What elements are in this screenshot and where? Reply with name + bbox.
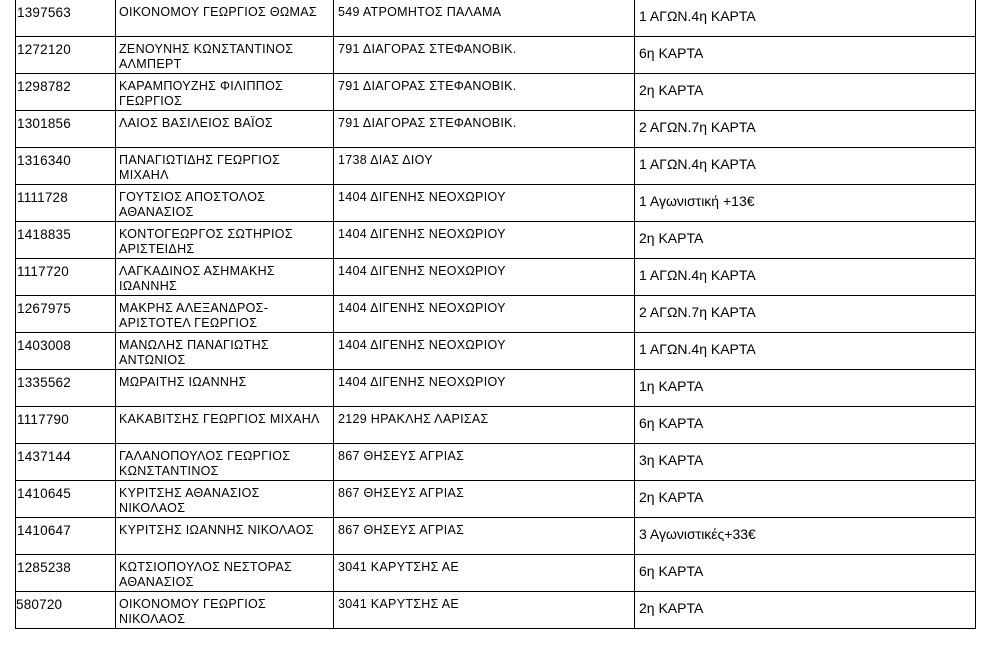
player-id: 1117720 [17, 264, 69, 279]
club-cell [334, 370, 635, 407]
club-name: 1738 ΔΙΑΣ ΔΙΟΥ [338, 153, 433, 167]
penalty-text: 1 ΑΓΩΝ.4η ΚΑΡΤΑ [639, 156, 756, 172]
player-name-cell [116, 148, 334, 185]
table-row [16, 74, 976, 111]
player-name: ΓΑΛΑΝΟΠΟΥΛΟΣ ΓΕΩΡΓΙΟΣ ΚΩΝΣΤΑΝΤΙΝΟΣ [119, 449, 291, 478]
penalty-cell [635, 259, 976, 296]
table-row [16, 148, 976, 185]
penalty-text: 6η ΚΑΡΤΑ [639, 563, 704, 579]
player-name: ΜΑΚΡΗΣ ΑΛΕΞΑΝΔΡΟΣ- ΑΡΙΣΤΟΤΕΛ ΓΕΩΡΓΙΟΣ [119, 301, 269, 330]
club-name: 867 ΘΗΣΕΥΣ ΑΓΡΙΑΣ [338, 486, 465, 500]
table-row [16, 259, 976, 296]
table-row [16, 0, 976, 37]
player-id-cell [16, 74, 116, 111]
club-cell [334, 0, 635, 37]
penalty-text: 2 ΑΓΩΝ.7η ΚΑΡΤΑ [639, 119, 756, 135]
player-id: 1117790 [17, 412, 69, 427]
penalty-cell [635, 555, 976, 592]
club-name: 1404 ΔΙΓΕΝΗΣ ΝΕΟΧΩΡΙΟΥ [338, 301, 506, 315]
table-row [16, 444, 976, 481]
player-name-cell [116, 592, 334, 629]
player-name: ΛΑΓΚΑΔΙΝΟΣ ΑΣΗΜΑΚΗΣ ΙΩΑΝΝΗΣ [119, 264, 275, 293]
penalty-text: 1η ΚΑΡΤΑ [639, 378, 704, 394]
player-id-cell [16, 333, 116, 370]
player-id-cell [16, 111, 116, 148]
player-name: ΠΑΝΑΓΙΩΤΙΔΗΣ ΓΕΩΡΓΙΟΣ ΜΙΧΑΗΛ [119, 153, 281, 182]
table-row [16, 296, 976, 333]
penalty-text: 1 ΑΓΩΝ.4η ΚΑΡΤΑ [639, 8, 756, 24]
player-id-cell [16, 370, 116, 407]
penalty-text: 6η ΚΑΡΤΑ [639, 45, 704, 61]
club-cell [334, 74, 635, 111]
player-name: ΚΩΤΣΙΟΠΟΥΛΟΣ ΝΕΣΤΟΡΑΣ ΑΘΑΝΑΣΙΟΣ [119, 560, 293, 589]
table-row [16, 592, 976, 629]
penalty-cell [635, 481, 976, 518]
player-name: ΚΑΚΑΒΙΤΣΗΣ ΓΕΩΡΓΙΟΣ ΜΙΧΑΗΛ [119, 412, 320, 426]
penalty-text: 2 ΑΓΩΝ.7η ΚΑΡΤΑ [639, 304, 756, 320]
player-id-cell [16, 148, 116, 185]
club-cell [334, 148, 635, 185]
club-name: 867 ΘΗΣΕΥΣ ΑΓΡΙΑΣ [338, 449, 465, 463]
penalty-cell [635, 370, 976, 407]
penalties-table [15, 0, 976, 629]
player-id-cell [16, 481, 116, 518]
table-row [16, 222, 976, 259]
player-name: ΖΕΝΟΥΝΗΣ ΚΩΝΣΤΑΝΤΙΝΟΣ ΑΛΜΠΕΡΤ [119, 42, 294, 71]
table-row [16, 407, 976, 444]
penalty-text: 2η ΚΑΡΤΑ [639, 600, 704, 616]
penalty-cell [635, 148, 976, 185]
club-name: 1404 ΔΙΓΕΝΗΣ ΝΕΟΧΩΡΙΟΥ [338, 190, 506, 204]
player-id: 1111728 [17, 190, 68, 205]
club-name: 791 ΔΙΑΓΟΡΑΣ ΣΤΕΦΑΝΟΒΙΚ. [338, 116, 517, 130]
table-row [16, 370, 976, 407]
penalty-cell [635, 74, 976, 111]
penalty-text: 1 Αγωνιστική +13€ [639, 193, 755, 209]
penalty-cell [635, 407, 976, 444]
player-name-cell [116, 555, 334, 592]
club-cell [334, 185, 635, 222]
penalty-cell [635, 222, 976, 259]
player-name-cell [116, 185, 334, 222]
table-row [16, 481, 976, 518]
player-id-cell [16, 185, 116, 222]
player-name-cell [116, 481, 334, 518]
club-cell [334, 407, 635, 444]
club-cell [334, 592, 635, 629]
player-id-cell [16, 296, 116, 333]
penalty-cell [635, 333, 976, 370]
club-name: 1404 ΔΙΓΕΝΗΣ ΝΕΟΧΩΡΙΟΥ [338, 227, 506, 241]
player-name: ΟΙΚΟΝΟΜΟΥ ΓΕΩΡΓΙΟΣ ΘΩΜΑΣ [119, 5, 317, 19]
club-name: 791 ΔΙΑΓΟΡΑΣ ΣΤΕΦΑΝΟΒΙΚ. [338, 79, 517, 93]
penalties-document [15, 0, 975, 629]
player-name-cell [116, 37, 334, 74]
club-name: 867 ΘΗΣΕΥΣ ΑΓΡΙΑΣ [338, 523, 465, 537]
player-name: ΓΟΥΤΣΙΟΣ ΑΠΟΣΤΟΛΟΣ ΑΘΑΝΑΣΙΟΣ [119, 190, 266, 219]
club-name: 791 ΔΙΑΓΟΡΑΣ ΣΤΕΦΑΝΟΒΙΚ. [338, 42, 517, 56]
table-body [16, 0, 976, 629]
club-name: 3041 ΚΑΡΥΤΣΗΣ ΑΕ [338, 560, 460, 574]
player-name: ΟΙΚΟΝΟΜΟΥ ΓΕΩΡΓΙΟΣ ΝΙΚΟΛΑΟΣ [119, 597, 267, 626]
penalty-text: 2η ΚΑΡΤΑ [639, 82, 704, 98]
penalty-text: 1 ΑΓΩΝ.4η ΚΑΡΤΑ [639, 267, 756, 283]
player-id-cell [16, 518, 116, 555]
penalty-cell [635, 0, 976, 37]
player-name: ΚΥΡΙΤΣΗΣ ΑΘΑΝΑΣΙΟΣ ΝΙΚΟΛΑΟΣ [119, 486, 260, 515]
player-id: 1410647 [17, 523, 71, 538]
club-cell [334, 111, 635, 148]
player-name-cell [116, 222, 334, 259]
penalty-text: 1 ΑΓΩΝ.4η ΚΑΡΤΑ [639, 341, 756, 357]
club-cell [334, 555, 635, 592]
club-name: 1404 ΔΙΓΕΝΗΣ ΝΕΟΧΩΡΙΟΥ [338, 338, 506, 352]
player-id-cell [16, 592, 116, 629]
player-id: 1298782 [17, 79, 71, 94]
player-name-cell [116, 407, 334, 444]
club-cell [334, 333, 635, 370]
player-name-cell [116, 0, 334, 37]
penalty-cell [635, 111, 976, 148]
club-cell [334, 518, 635, 555]
player-id: 1267975 [17, 301, 71, 316]
penalty-text: 3 Αγωνιστικές+33€ [639, 526, 756, 542]
player-id: 1272120 [17, 42, 71, 57]
player-id: 580720 [16, 597, 63, 612]
penalty-text: 2η ΚΑΡΤΑ [639, 230, 704, 246]
player-name-cell [116, 111, 334, 148]
club-cell [334, 444, 635, 481]
table-row [16, 37, 976, 74]
player-name-cell [116, 74, 334, 111]
player-name-cell [116, 333, 334, 370]
player-id-cell [16, 259, 116, 296]
club-name: 2129 ΗΡΑΚΛΗΣ ΛΑΡΙΣΑΣ [338, 412, 489, 426]
table-row [16, 185, 976, 222]
club-name: 549 ΑΤΡΟΜΗΤΟΣ ΠΑΛΑΜΑ [338, 5, 502, 19]
player-id: 1410645 [17, 486, 71, 501]
club-name: 3041 ΚΑΡΥΤΣΗΣ ΑΕ [338, 597, 460, 611]
club-cell [334, 259, 635, 296]
player-id: 1335562 [17, 375, 71, 390]
player-id-cell [16, 0, 116, 37]
penalty-cell [635, 37, 976, 74]
club-cell [334, 222, 635, 259]
club-name: 1404 ΔΙΓΕΝΗΣ ΝΕΟΧΩΡΙΟΥ [338, 264, 506, 278]
penalty-cell [635, 296, 976, 333]
player-id: 1437144 [17, 449, 71, 464]
player-name: ΜΑΝΩΛΗΣ ΠΑΝΑΓΙΩΤΗΣ ΑΝΤΩΝΙΟΣ [119, 338, 269, 367]
player-name-cell [116, 444, 334, 481]
player-name: ΚΥΡΙΤΣΗΣ ΙΩΑΝΝΗΣ ΝΙΚΟΛΑΟΣ [119, 523, 314, 537]
player-name-cell [116, 259, 334, 296]
player-name: ΚΟΝΤΟΓΕΩΡΓΟΣ ΣΩΤΗΡΙΟΣ ΑΡΙΣΤΕΙΔΗΣ [119, 227, 293, 256]
player-id: 1397563 [17, 5, 71, 20]
penalty-text: 6η ΚΑΡΤΑ [639, 415, 704, 431]
table-row [16, 518, 976, 555]
club-cell [334, 296, 635, 333]
table-row [16, 111, 976, 148]
player-name-cell [116, 296, 334, 333]
penalty-cell [635, 185, 976, 222]
player-id: 1301856 [17, 116, 71, 131]
player-name-cell [116, 518, 334, 555]
club-cell [334, 481, 635, 518]
player-id: 1418835 [17, 227, 71, 242]
penalty-text: 3η ΚΑΡΤΑ [639, 452, 704, 468]
club-name: 1404 ΔΙΓΕΝΗΣ ΝΕΟΧΩΡΙΟΥ [338, 375, 506, 389]
table-row [16, 333, 976, 370]
penalty-cell [635, 518, 976, 555]
player-name-cell [116, 370, 334, 407]
club-cell [334, 37, 635, 74]
player-id-cell [16, 555, 116, 592]
player-name: ΛΑΙΟΣ ΒΑΣΙΛΕΙΟΣ ΒΑΪΟΣ [119, 116, 273, 130]
player-id-cell [16, 222, 116, 259]
penalty-cell [635, 592, 976, 629]
player-id: 1403008 [17, 338, 71, 353]
player-id: 1316340 [17, 153, 71, 168]
player-id-cell [16, 37, 116, 74]
player-id-cell [16, 444, 116, 481]
player-id-cell [16, 407, 116, 444]
penalty-cell [635, 444, 976, 481]
table-row [16, 555, 976, 592]
player-name: ΜΩΡΑΙΤΗΣ ΙΩΑΝΝΗΣ [119, 375, 247, 389]
penalty-text: 2η ΚΑΡΤΑ [639, 489, 704, 505]
player-name: ΚΑΡΑΜΠΟΥΖΗΣ ΦΙΛΙΠΠΟΣ ΓΕΩΡΓΙΟΣ [119, 79, 284, 108]
player-id: 1285238 [17, 560, 71, 575]
